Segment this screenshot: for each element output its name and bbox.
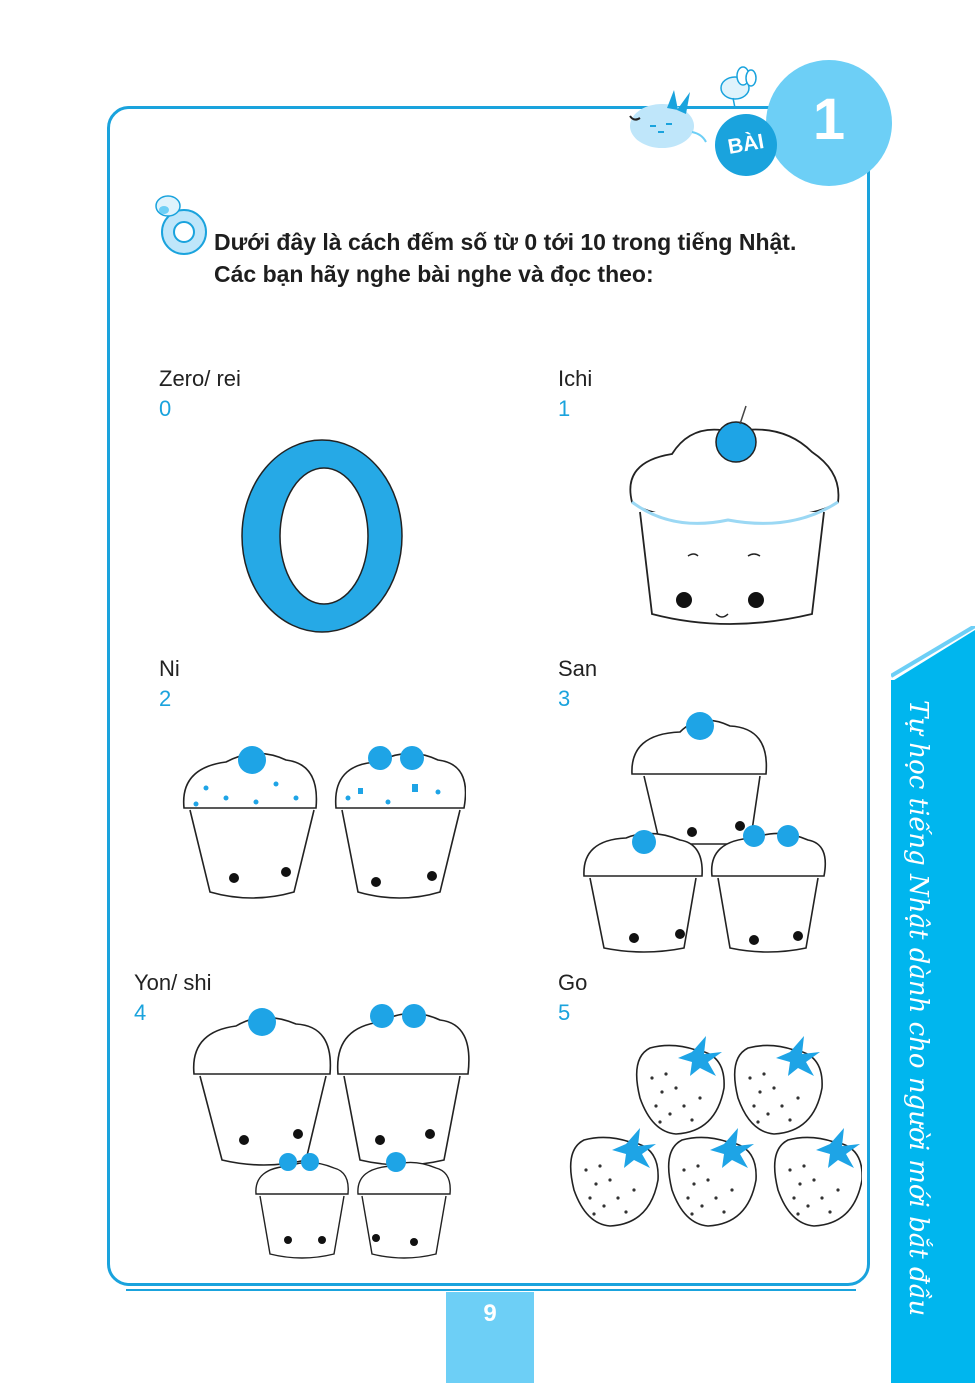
four-cupcakes-illustration [186, 996, 470, 1260]
item-number-2: 2 [159, 686, 172, 711]
lesson-number: 1 [812, 87, 846, 152]
item-number-1: 1 [558, 396, 571, 421]
item-label-3: San [558, 656, 598, 681]
frame-underline [126, 1289, 856, 1291]
one-cupcake-illustration [612, 402, 844, 638]
item-label-2: Ni [159, 656, 180, 681]
item-label-5: Go [558, 970, 588, 995]
bird-ring-bullet-icon [146, 186, 216, 256]
side-tab-corner [891, 626, 975, 686]
lesson-label-badge: BÀI [710, 109, 782, 181]
bird-flying-icon [622, 86, 712, 156]
item-label-1: Ichi [558, 366, 593, 391]
five-strawberries-illustration [566, 1036, 862, 1230]
item-label-0: Zero/ rei [159, 366, 241, 391]
instruction-text [214, 226, 854, 290]
item-label-4: Yon/ shi [134, 970, 212, 995]
book-title-text: Tự học tiếng Nhật dành cho người mới bắt đầu [903, 700, 933, 1317]
instruction-line-1: Dưới đây là cách đếm số từ 0 tới 10 trong tiếng Nhật. [214, 229, 797, 255]
item-number-4: 4 [134, 1000, 147, 1025]
digit-zero-illustration [236, 436, 408, 636]
bird-perched-icon [715, 64, 765, 110]
item-number-0: 0 [159, 396, 172, 421]
three-cupcakes-illustration [580, 704, 830, 956]
item-number-5: 5 [558, 1000, 571, 1025]
two-cupcakes-illustration [176, 738, 466, 904]
page-number: 9 [483, 1300, 497, 1327]
item-number-3: 3 [558, 686, 571, 711]
instruction-line-2: Các bạn hãy nghe bài nghe và đọc theo: [214, 261, 654, 287]
